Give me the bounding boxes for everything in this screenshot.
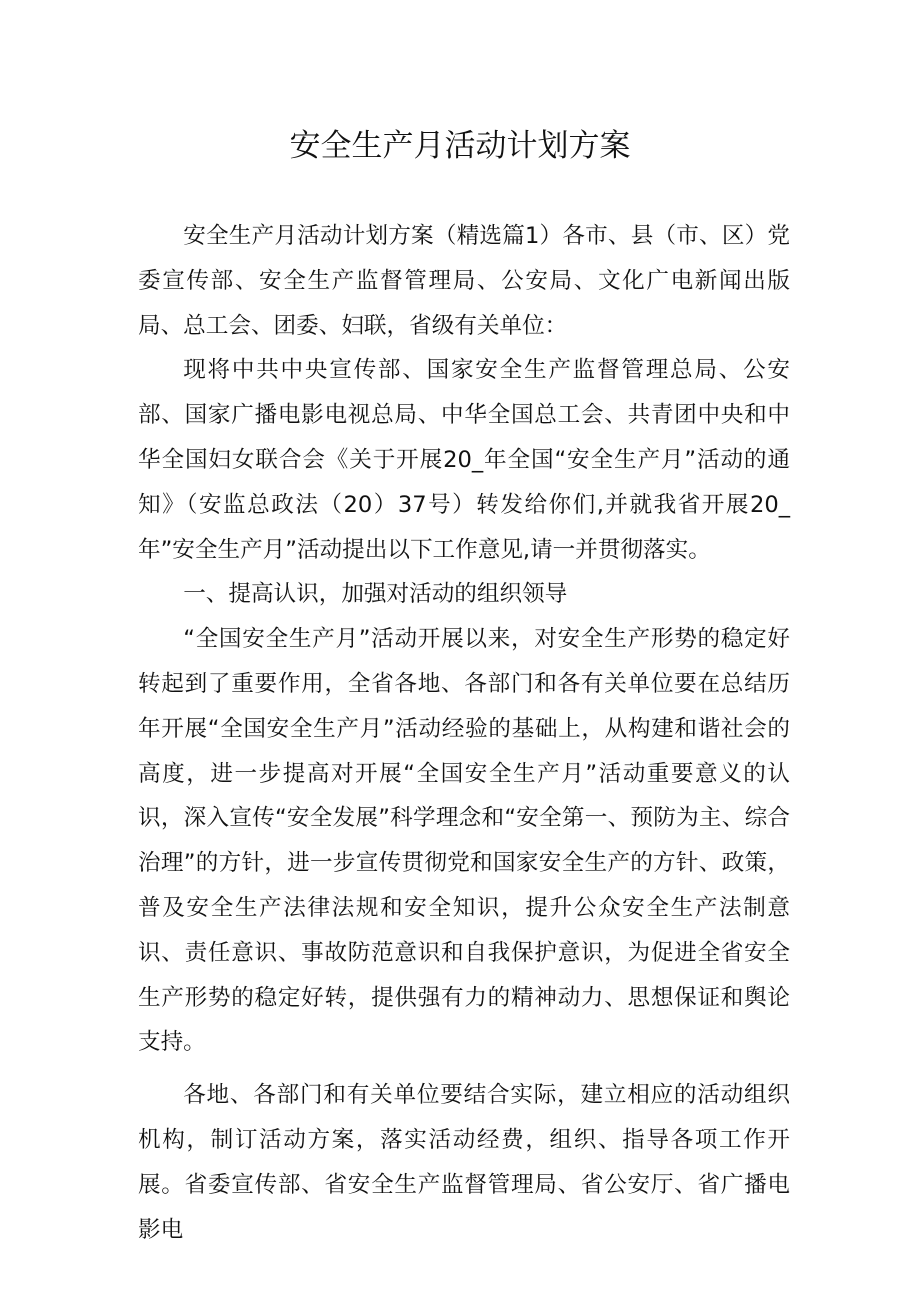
document-body bbox=[138, 214, 790, 1252]
paragraph-intro: 安全生产月活动计划方案（精选篇1）各市、县（市、区）党委宣传部、安全生产监督管理局、公安局、文化广电新闻出版局、总工会、团委、妇联，省级有关单位： bbox=[138, 223, 790, 339]
paragraph-organization: 各地、各部门和有关单位要结合实际，建立相应的活动组织机构，制订活动方案，落实活动经费，组织、指导各项工作开展。省委宣传部、省安全生产监督管理局、省公安厅、省广播电影电 bbox=[138, 1082, 790, 1243]
document-title: 安全生产月活动计划方案 bbox=[289, 128, 631, 164]
paragraph-section-1-body: “全国安全生产月”活动开展以来，对安全生产形势的稳定好转起到了重要作用，全省各地、各部门和各有关单位要在总结历年开展“全国安全生产月”活动经验的基础上，从构建和谐社会的高度，进一步提高对开展“全国安全生产月”活动重要意义的认识，深入宣传“安全发展”科学理念和“安全第一、预防为主、综合治理”的方针，进一步宣传贯彻党和国家安全生产的方针、政策，普及安全生产法律法规和安全知识，提升公众安全生产法制意识、责任意识、事故防范意识和自我保护意识，为促进全省安全生产形势的稳定好转，提供强有力的精神动力、思想保证和舆论支持。 bbox=[138, 626, 790, 1056]
section-heading-1: 一、提高认识，加强对活动的组织领导 bbox=[183, 581, 568, 608]
paragraph-notice: 现将中共中央宣传部、国家安全生产监督管理总局、公安部、国家广播电影电视总局、中华全国总工会、共青团中央和中华全国妇女联合会《关于开展20_年全国“安全生产月”活动的通知》（安监总政法（20）37号）转发给你们,并就我省开展20_年”安全生产月”活动提出以下工作意见,请一并贯彻落实。 bbox=[138, 357, 790, 563]
